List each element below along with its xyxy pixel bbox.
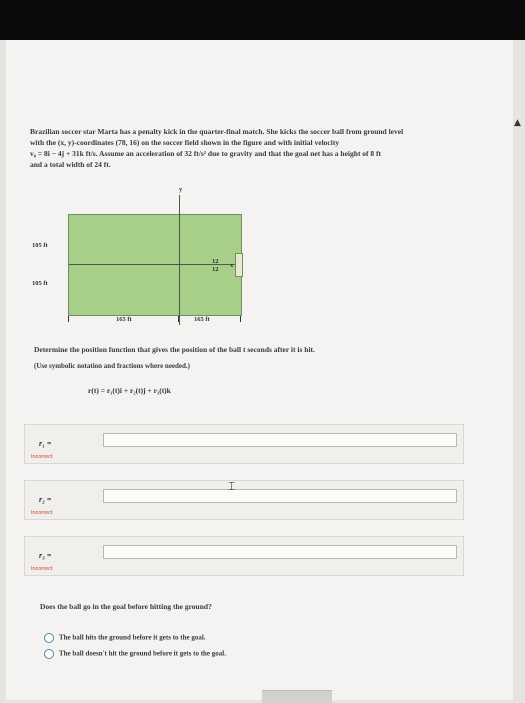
goal bbox=[235, 253, 243, 277]
answer-variable: r₃ = bbox=[39, 551, 52, 560]
question-1-prompt: Determine the position function that gives the position of the ball t seconds after it is hit. bbox=[34, 345, 315, 354]
option-ground-first[interactable] bbox=[44, 633, 206, 643]
answer-variable: r₁ = bbox=[39, 439, 52, 448]
y-axis-label: y bbox=[179, 186, 183, 193]
problem-line: v₀ = 8i − 4j + 31k ft/s. Assume an acceleration of 32 ft/s² due to gravity and that the goal net has a height of 8 ft bbox=[30, 149, 382, 158]
left-width-label: 165 ft bbox=[116, 316, 132, 323]
status-incorrect: Incorrect bbox=[31, 454, 53, 460]
answer-box-r2 bbox=[24, 480, 464, 520]
r1-input[interactable] bbox=[103, 433, 457, 447]
option-goal-first[interactable] bbox=[44, 649, 226, 659]
answer-box-r3 bbox=[24, 536, 464, 576]
y-axis bbox=[179, 195, 180, 325]
goal-bottom-label: 12 bbox=[212, 266, 219, 273]
r3-input[interactable] bbox=[103, 545, 457, 559]
x-axis-label: x bbox=[230, 262, 234, 269]
footer-button[interactable] bbox=[262, 690, 332, 703]
status-incorrect: Incorrect bbox=[31, 510, 53, 516]
problem-line: Brazilian soccer star Marta has a penalty kick in the quarter-final match. She kicks the soccer ball from ground level bbox=[30, 127, 404, 136]
mouse-cursor-icon: ⌶ bbox=[228, 479, 236, 493]
problem-line: with the (x, y)-coordinates (78, 16) on the soccer field shown in the figure and with initial velocity bbox=[30, 138, 340, 147]
answer-variable: r₂ = bbox=[39, 495, 52, 504]
width-tick bbox=[240, 316, 241, 322]
width-tick bbox=[178, 316, 179, 322]
radio-icon[interactable] bbox=[44, 633, 54, 643]
position-formula: r(t) = r₁(t)i + r₂(t)j + r₃(t)k bbox=[88, 386, 171, 395]
r2-input[interactable] bbox=[103, 489, 457, 503]
scroll-up-icon[interactable]: ▲ bbox=[514, 118, 521, 128]
top-bar bbox=[0, 0, 525, 40]
soccer-field bbox=[68, 214, 242, 316]
problem-statement bbox=[30, 126, 470, 170]
problem-line: and a total width of 24 ft. bbox=[30, 160, 111, 169]
status-incorrect: Incorrect bbox=[31, 566, 53, 572]
right-width-label: 165 ft bbox=[194, 316, 210, 323]
width-tick bbox=[68, 316, 69, 322]
answer-box-r1 bbox=[24, 424, 464, 464]
soccer-field-figure bbox=[32, 186, 272, 330]
bottom-height-label: 105 ft bbox=[32, 280, 48, 287]
option-label: The ball doesn't hit the ground before it gets to the goal. bbox=[59, 649, 226, 658]
question-1-note: (Use symbolic notation and fractions where needed.) bbox=[34, 362, 191, 370]
question-2-prompt: Does the ball go in the goal before hitting the ground? bbox=[40, 602, 212, 611]
option-label: The ball hits the ground before it gets to the goal. bbox=[59, 633, 206, 642]
radio-icon[interactable] bbox=[44, 649, 54, 659]
goal-top-label: 12 bbox=[212, 258, 219, 265]
top-height-label: 105 ft bbox=[32, 242, 48, 249]
